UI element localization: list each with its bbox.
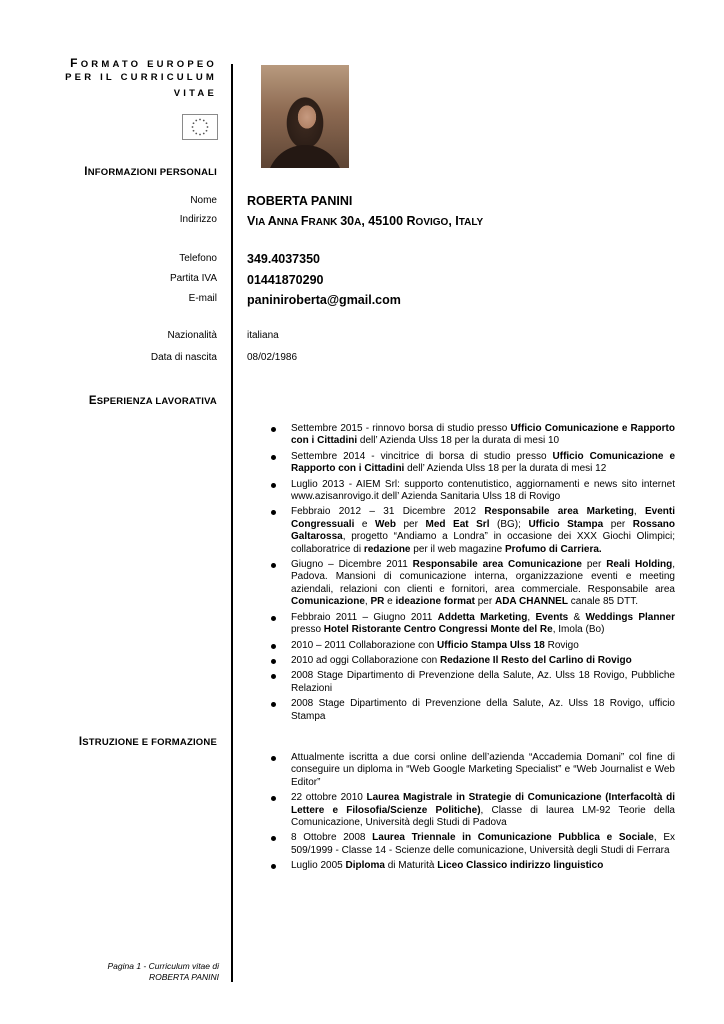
eu-flag-star [193,130,195,132]
eu-flag-star [199,134,201,136]
experience-item: 2010 – 2011 Collaborazione con Ufficio Stampa Ulss 18 Rovigo [262,640,675,652]
experience-item: Settembre 2015 - rinnovo borsa di studio presso Ufficio Comunicazione e Rapporto con i Cittadini dell’ Azienda Ulss 18 per la durata di mesi 10 [262,423,675,448]
cv-title-line-1: FORMATO EUROPEO [70,56,217,70]
section-title-personal: INFORMAZIONI PERSONALI [84,166,217,178]
eu-flag-icon [182,114,218,140]
experience-item: Luglio 2013 - AIEM Srl: supporto contenutistico, aggiornamenti e news sito internet www.azisanrovigo.it dell’ Azienda Sanitaria Ulss 18 di Rovigo [262,479,675,504]
value-address: VIA ANNA FRANK 30A, 45100 ROVIGO, ITALY [247,214,484,228]
experience-item: 2008 Stage Dipartimento di Prevenzione della Salute, Az. Ulss 18 Rovigo, Pubbliche Relazioni [262,670,675,695]
eu-flag-star [195,133,197,135]
value-nationality: italiana [247,330,279,341]
label-name: Nome [190,195,217,206]
label-nationality: Nazionalità [167,330,217,341]
education-item: Attualmente iscritta a due corsi online dell’azienda “Accademia Domani” col fine di conseguire un diploma in “Web Google Marketing Specialist” e “Web Journalist e Web Editor” [262,752,675,789]
experience-item: Settembre 2014 - vincitrice di borsa di studio presso Ufficio Comunicazione e Rapporto con i Cittadini dell’ Azienda Ulss 18 per la durata di mesi 12 [262,451,675,476]
experience-item: 2010 ad oggi Collaborazione con Redazione Il Resto del Carlino di Rovigo [262,655,675,667]
education-item: 8 Ottobre 2008 Laurea Triennale in Comunicazione Pubblica e Sociale, Ex 509/1999 - Classe 14 - Scienze delle comunicazione, Università degli Studi di Ferrara [262,832,675,857]
cv-title-line-3: VITAE [173,88,217,99]
eu-flag-star [195,120,197,122]
value-phone: 349.4037350 [247,252,320,266]
eu-flag-star [206,130,208,132]
experience-item: Febbraio 2012 – 31 Dicembre 2012 Responsabile area Marketing, Eventi Congressuali e Web per Med Eat Srl (BG); Ufficio Stampa per Rossano Galtarossa, progetto “Andiamo a Londra” in occasione dei XXX Giochi Olimpici; collaboratrice di redazione per il web magazine Profumo di Carriera. [262,506,675,556]
page-footer [108,961,220,983]
eu-flag-star [203,120,205,122]
eu-flag-star [207,126,209,128]
eu-flag-star [199,119,201,121]
label-address: Indirizzo [179,214,217,225]
experience-item: 2008 Stage Dipartimento di Prevenzione della Salute, Az. Ulss 18 Rovigo, ufficio Stampa [262,698,675,723]
footer-page-line: Pagina 1 - Curriculum vitae di [107,961,219,971]
experience-item: Giugno – Dicembre 2011 Responsabile area Comunicazione per Reali Holding, Padova. Mansioni di comunicazione interna, organizzazione eventi e meeting aziendali, relazioni con clienti e fornitori, area commerciale. Responsabile area Comunicazione, PR e ideazione format per ADA CHANNEL canale 85 DTT. [262,559,675,609]
section-title-experience: ESPERIENZA LAVORATIVA [88,395,217,407]
column-divider [231,64,233,982]
eu-flag-star [192,126,194,128]
education-list [262,752,675,876]
section-title-education: ISTRUZIONE E FORMAZIONE [78,736,217,748]
cv-title-line-2: PER IL CURRICULUM [65,72,217,83]
label-phone: Telefono [179,253,217,264]
education-item: 22 ottobre 2010 Laurea Magistrale in Strategie di Comunicazione (Interfacoltà di Lettere e Filosofia/Scienze Politiche), Classe di laurea LM-92 Teorie della Comunicazione, Università degli Studi di Padova [262,792,675,829]
eu-flag-star [206,122,208,124]
eu-flag-star [193,122,195,124]
education-item: Luglio 2005 Diploma di Maturità Liceo Classico indirizzo linguistico [262,860,675,872]
footer-name-line: ROBERTA PANINI [148,972,219,982]
value-email[interactable]: paniniroberta@gmail.com [247,293,401,307]
profile-photo [261,65,349,168]
value-birth-date: 08/02/1986 [247,352,298,363]
eu-flag-star [203,133,205,135]
label-vat: Partita IVA [169,273,217,284]
label-birth-date: Data di nascita [150,352,217,363]
label-email: E-mail [188,293,217,304]
experience-list [262,423,675,726]
experience-item: Febbraio 2011 – Giugno 2011 Addetta Marketing, Events & Weddings Planner presso Hotel Ristorante Centro Congressi Monte del Re, Imola (Bo) [262,612,675,637]
value-name: ROBERTA PANINI [247,194,353,208]
value-vat: 01441870290 [247,273,324,287]
